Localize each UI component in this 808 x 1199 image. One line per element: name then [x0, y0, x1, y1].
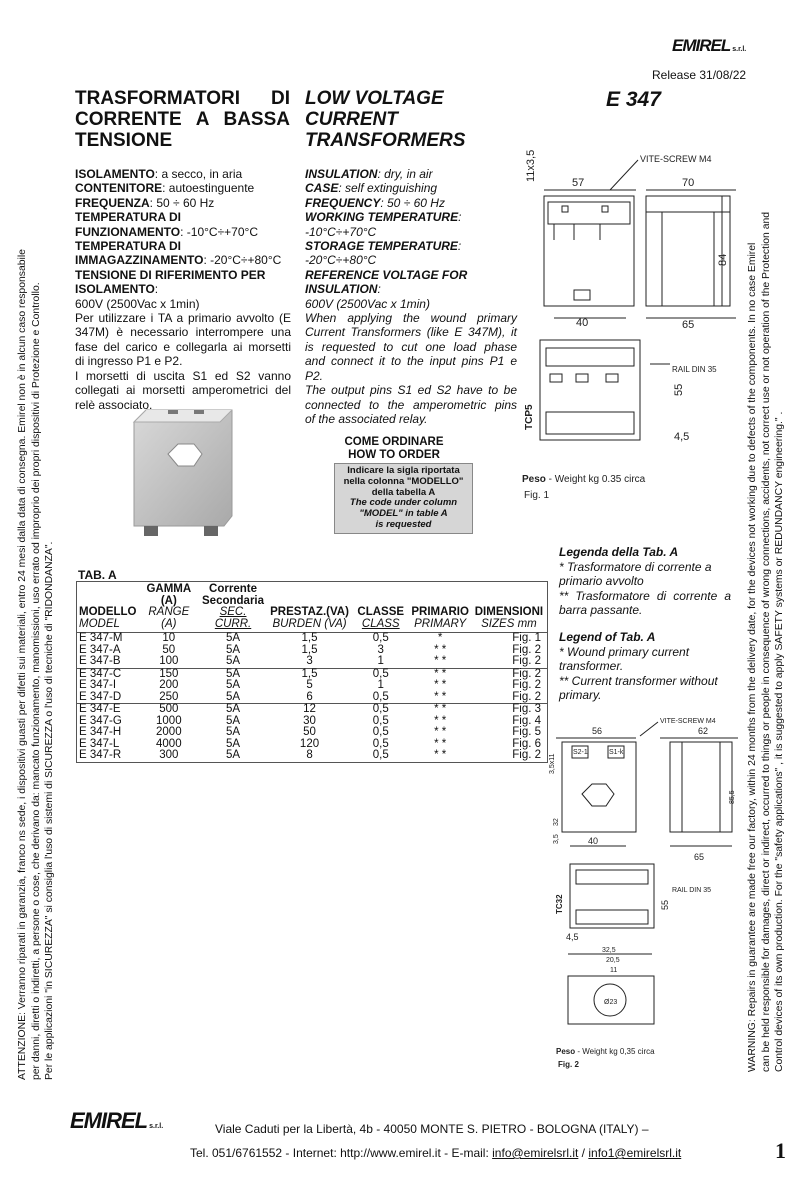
fig2-dim-35: 3,5 [553, 834, 560, 844]
table-cell: Fig. 4 [512, 714, 541, 727]
fig2-dim-205: 20,5 [606, 957, 620, 964]
table-cell: E 347-C [79, 667, 122, 680]
footer-logo-text: EMIREL [70, 1108, 148, 1133]
figure-1-drawing [510, 150, 742, 508]
table-header-cell [199, 582, 267, 633]
table-row [77, 727, 548, 739]
spec-label: INSULATION [305, 167, 378, 181]
side-warning-line: can be held responsible for damages, direct or indirect, occurred to things or people in consequence of wrong connections, accidents, not correct use or not operation of the Protection and [760, 211, 772, 1072]
header-it: DIMENSIONI [474, 606, 544, 618]
table-cell: 12 [303, 703, 316, 715]
table-cell: 500 [159, 703, 179, 715]
spec-label: TEMPERATURA DI [75, 210, 181, 225]
side-warning-line: ATTENZIONE: Verranno riparati in garanzia, franco ns sede, i dispositivi guasti per difetti sui materiali, entro 24 mesi dalla data di consegna. Emirel non è in alcun caso responsabile [17, 249, 28, 1080]
header-en: SEC. CURR. [214, 606, 252, 630]
product-photo [128, 408, 240, 540]
title-it-line: TENSIONE [75, 130, 173, 151]
order-box-line: Indicare la sigla riportata [347, 465, 460, 476]
legend-line: ** Current transformer without [559, 673, 718, 688]
fig2-dim-32: 32 [553, 818, 560, 826]
fig2-tc-label: TC32 [555, 894, 564, 914]
spec-value: 600V (2500Vac x 1min) [75, 296, 200, 311]
figure-2-drawing [548, 714, 744, 1074]
spec-value: : 50 ÷ 60 Hz [149, 195, 215, 210]
table-cell: 50 [303, 726, 316, 738]
table-cell: 2000 [156, 726, 182, 738]
table-cell: E 347-G [79, 714, 122, 727]
table-cell: Fig. 2 [512, 655, 541, 667]
fig2-dim-855: 85,5 [729, 790, 736, 804]
table-cell: * * [434, 703, 447, 715]
order-box [334, 463, 473, 534]
side-warning-english [746, 122, 787, 1072]
table-cell: 1,5 [301, 667, 318, 680]
product-code: E 347 [606, 88, 661, 111]
fig2-dim-40: 40 [588, 836, 599, 846]
table-cell: 4000 [156, 737, 182, 750]
table-cell: 6 [306, 690, 313, 703]
fig2-dim-65: 65 [694, 852, 705, 862]
note-line: 347M) è necessario interrompere una [75, 325, 291, 340]
note-line: fase del carico e collegarla ai morsetti [75, 339, 291, 354]
spec-value: -20°C÷+80°C [305, 253, 377, 268]
fig1-dim-70: 70 [682, 177, 695, 189]
legend-title: Legend of Tab. A [559, 630, 656, 644]
table-header-cell [409, 582, 471, 633]
table-cell: * * [434, 690, 447, 703]
table-cell: 300 [159, 749, 179, 761]
table-cell: 5A [225, 749, 241, 761]
side-warning-italian [16, 160, 57, 1080]
table-cell: 120 [299, 737, 320, 750]
header-en: CLASS [361, 617, 400, 630]
header-en: MODEL [79, 617, 120, 630]
table-cell: E 347-I [79, 679, 117, 691]
note-line: When applying the wound primary [305, 311, 517, 326]
side-warning-line: Control devices of its own production. For the "safety applications" , it is suggested to apply SAFETY systems or REDUNDANCY engineering." . [774, 411, 786, 1072]
header-it: PRESTAZ.(VA) [270, 606, 349, 618]
table-cell: * [437, 632, 443, 644]
table-a [76, 581, 548, 763]
order-box-line: is requested [375, 518, 432, 530]
email-link-2[interactable]: info1@emirelsrl.it [588, 1146, 682, 1160]
spec-label: ISOLAMENTO [75, 282, 155, 297]
table-cell: 50 [162, 643, 176, 656]
spec-label: FREQUENZA [75, 195, 150, 210]
footer-contact-prefix: Tel. 051/6761552 - Internet: http://www.emirel.it - E-mail: [190, 1146, 493, 1160]
note-en [305, 311, 517, 426]
spec-value: : a secco, in aria [154, 167, 243, 181]
fig1-dim-65: 65 [682, 319, 695, 331]
note-it [75, 311, 291, 412]
table-cell: 5A [225, 690, 241, 703]
order-box-line: della tabella A [371, 486, 436, 498]
legend-line: * Trasformatore di corrente a [559, 559, 712, 574]
note-line: di ingresso P1 e P2. [75, 354, 183, 369]
table-cell: * * [434, 655, 447, 667]
title-en-line: LOW VOLTAGE [305, 88, 444, 109]
table-cell: 5A [225, 667, 241, 680]
order-box-line: nella colonna "MODELLO" [343, 475, 464, 487]
spec-label: STORAGE TEMPERATURE [305, 239, 458, 254]
title-en-line: CURRENT [305, 109, 398, 130]
side-warning-line: WARNING: Repairs in guarantee are made free our factory, within 24 months from the delivery date, for the devices not working due to defects of the components. In no case Emirel [747, 242, 758, 1072]
spec-label: FREQUENCY [305, 195, 381, 210]
fig2-dim-11: 11 [610, 967, 618, 974]
table-cell: Fig. 2 [512, 667, 541, 680]
table-cell: Fig. 3 [512, 703, 541, 715]
legend-line: transformer. [559, 659, 624, 673]
fig2-weight: - Weight kg 0,35 circa [575, 1047, 655, 1056]
release-date: Release 31/08/22 [652, 68, 747, 82]
spec-label: TEMPERATURA DI [75, 239, 181, 254]
spec-label: WORKING TEMPERATURE [305, 210, 459, 225]
header-it: MODELLO [79, 606, 137, 618]
logo-text: EMIREL [672, 36, 731, 55]
svg-text:Peso - Weight kg 0.35 circa [522, 474, 646, 485]
table-row [77, 704, 548, 716]
table-cell: 3 [306, 655, 313, 667]
header-en: RANGE (A) [148, 606, 190, 630]
table-cell: Fig. 5 [512, 726, 541, 738]
fig1-peso-label: Peso [522, 474, 546, 485]
note-line: I morsetti di uscita S1 ed S2 vanno [75, 368, 291, 383]
spec-value: : -20°C÷+80°C [203, 253, 282, 268]
table-row [77, 633, 548, 645]
fig1-dim-57: 57 [572, 177, 585, 189]
table-cell: * * [434, 679, 447, 691]
table-cell: * * [434, 726, 447, 738]
specs-italian [75, 167, 291, 412]
spec-value: : dry, in air [377, 167, 433, 181]
table-cell: 250 [159, 690, 179, 703]
legend-line: ** Trasformatore di corrente a [559, 588, 731, 603]
table-cell: E 347-R [79, 749, 122, 761]
side-warning-line: Per le applicazioni "in SICUREZZA" si consiglia l'uso di sistemi di SICUREZZA o l'uso di tecniche di "RIDONDANZA". [44, 541, 56, 1080]
table-cell: 3 [377, 643, 384, 656]
table-cell: 8 [306, 749, 313, 761]
table-label: TAB. A [78, 568, 117, 582]
side-warning-line: per danni, diretti o indiretti, a persone o cose, che derivano da: mancato funzionamento, manomissioni, uso errato od improprio dei propri dispositivi di Protezione e Controllo. [30, 282, 42, 1080]
table-cell: E 347-E [79, 703, 121, 715]
fig1-dim-45: 4,5 [674, 431, 690, 443]
specs-english: INSULATION: dry, in air CASE: self extinguishing FREQUENCY: 50 ÷ 60 Hz WORKING TEMPERATURE: -10°C÷+70°C STORAGE TEMPERATURE: -20°C÷+80°C REFERENCE VOLTAGE FOR INSULATION: 600V (2500Vac x 1min) When applying the wound primary Current Transformers (like E 347M), it is requested to cut one load phase and connect it to the input pins P1 e P2. The output pins S1 ed S2 have to be connected to the amperometric pins of the associated relay. [305, 167, 517, 426]
header-it: Corrente Secondaria [202, 583, 265, 607]
title-it-line: CORRENTE A BASSA [75, 109, 290, 130]
fig1-dim-40: 40 [576, 317, 589, 329]
table-cell: * * [434, 737, 447, 750]
table-cell: 5A [225, 737, 241, 750]
table-header-cell [139, 582, 200, 633]
note-line: collegati ai morsetti amperometrici del [75, 383, 291, 398]
table-cell: 5 [306, 679, 313, 691]
title-english [305, 88, 505, 151]
title-it-line: TRASFORMATORI DI [75, 88, 290, 109]
table-cell: 0,5 [372, 737, 389, 750]
order-box-line: The code under column [349, 497, 458, 509]
table-cell: Fig. 1 [512, 632, 541, 644]
table-cell: 1000 [156, 714, 182, 727]
table-cell: 1,5 [301, 643, 318, 656]
table-cell: 5A [225, 726, 241, 738]
table-header-row [77, 582, 548, 633]
table-cell: 1,5 [301, 632, 318, 644]
fig1-screw-label: VITE-SCREW M4 [640, 154, 712, 164]
page-number: 1 [775, 1138, 786, 1163]
legend-line: * Wound primary current [559, 644, 690, 659]
order-title-en: HOW TO ORDER [348, 449, 440, 461]
fig1-dim-55: 55 [673, 383, 685, 396]
table-cell: 100 [159, 655, 179, 667]
table-cell: 1 [377, 655, 384, 667]
table-cell: 5A [225, 703, 241, 715]
title-en-line: TRANSFORMERS [305, 130, 466, 151]
footer-sep: / [578, 1146, 589, 1160]
spec-value: : -10°C÷+70°C [180, 224, 258, 239]
table-cell: Fig. 2 [512, 749, 541, 761]
note-line: of the associated relay. [305, 411, 428, 426]
footer-address: Viale Caduti per la Libertà, 4b - 40050 MONTE S. PIETRO - BOLOGNA (ITALY) – [215, 1122, 649, 1136]
table-cell: Fig. 2 [512, 643, 541, 656]
table-cell: * * [434, 667, 447, 680]
email-link-1[interactable]: info@emirelsrl.it [492, 1146, 579, 1160]
table-row [77, 692, 548, 704]
table-cell: 0,5 [372, 726, 389, 738]
order-title [343, 436, 445, 462]
fig2-dim-56: 56 [592, 726, 603, 736]
header-en: PRIMARY [414, 617, 467, 630]
fig2-dim-45: 4,5 [566, 932, 579, 942]
legend-line: primario avvolto [559, 574, 644, 588]
spec-label: FUNZIONAMENTO [75, 224, 181, 239]
table-cell: * * [434, 714, 447, 727]
header-it: GAMMA (A) [146, 583, 192, 607]
title-italian [75, 88, 290, 151]
table-cell: 150 [159, 667, 179, 680]
spec-value: : 50 ÷ 60 Hz [380, 195, 445, 210]
fig2-screw-label: VITE-SCREW M4 [660, 718, 716, 725]
table-cell: 5A [225, 643, 241, 656]
footer-logo-suffix: s.r.l. [149, 1123, 164, 1130]
legend-line: barra passante. [559, 603, 643, 617]
fig2-dim-top: 3,5x11 [549, 753, 556, 774]
legend-english [559, 630, 731, 703]
spec-value: 600V (2500Vac x 1min) [305, 296, 430, 311]
fig1-weight: - Weight kg 0.35 circa [545, 474, 646, 485]
table-cell: 10 [162, 632, 176, 644]
table-header-cell [267, 582, 352, 633]
table-header-cell [471, 582, 548, 633]
note-line: Current Transformers (like E 347M), it [305, 325, 517, 340]
note-line: is requested to cut one load phase [305, 339, 517, 354]
header-logo [672, 36, 746, 56]
header-en: BURDEN (VA) [272, 617, 347, 630]
spec-value: : autoestinguente [162, 181, 255, 196]
legend-title: Legenda della Tab. A [559, 545, 679, 559]
note-line: The output pins S1 ed S2 have to be [305, 383, 517, 398]
table-header-cell [77, 582, 139, 633]
note-line: P2. [305, 368, 324, 383]
spec-label: CASE [305, 181, 339, 196]
fig1-caption: Fig. 1 [524, 490, 550, 501]
order-title-it: COME ORDINARE [344, 436, 444, 448]
spec-label: TENSIONE DI RIFERIMENTO PER [75, 267, 266, 282]
table-cell: E 347-L [79, 737, 120, 750]
table-cell: Fig. 6 [512, 737, 541, 750]
spec-label: INSULATION [305, 282, 378, 297]
table-cell: 0,5 [372, 690, 389, 703]
table-cell: 1 [377, 679, 384, 691]
table-cell: 0,5 [372, 667, 389, 680]
table-cell: * * [434, 749, 447, 761]
table-cell: 5A [225, 714, 241, 727]
order-box-line: "MODEL" in table A [359, 508, 448, 520]
fig1-tc-label: TCP5 [524, 404, 535, 430]
logo-suffix: s.r.l. [732, 46, 747, 53]
table-cell: E 347-D [79, 690, 122, 703]
note-line: and connect it to the input pins P1 e [305, 354, 517, 369]
fig1-rail-label: RAIL DIN 35 [672, 365, 717, 374]
spec-value: : self extinguishing [338, 181, 438, 196]
spec-label: REFERENCE VOLTAGE FOR [305, 267, 468, 282]
fig2-dim-diameter: Ø23 [604, 999, 618, 1006]
spec-label: ISOLAMENTO [75, 167, 155, 181]
table-cell: E 347-B [79, 655, 121, 667]
fig2-dim-62: 62 [698, 726, 709, 736]
table-header-cell [352, 582, 409, 633]
table-cell: Fig. 2 [512, 690, 541, 703]
spec-label: IMMAGAZZINAMENTO [75, 253, 204, 268]
footer-logo [70, 1108, 163, 1134]
table-row [77, 680, 548, 692]
header-en: SIZES mm [481, 617, 537, 630]
table-row [77, 656, 548, 668]
note-line: Per utilizzare i TA a primario avvolto (E [75, 311, 291, 326]
footer-contacts [190, 1146, 681, 1160]
table-cell: Fig. 2 [512, 679, 541, 691]
table-cell: 0,5 [372, 714, 389, 727]
table-cell: 5A [225, 655, 241, 667]
table-cell: E 347-H [79, 726, 122, 738]
fig2-peso-label: Peso [556, 1047, 576, 1056]
table-cell: 5A [225, 679, 241, 691]
table-cell: 30 [303, 714, 316, 727]
fig2-dim-325: 32,5 [602, 947, 616, 954]
spec-label: CONTENITORE [75, 181, 163, 196]
svg-text:Peso - Weight kg 0,35 circa [556, 1047, 655, 1056]
note-line: connected to the amperometric pins [305, 397, 517, 412]
spec-value: : [154, 282, 159, 297]
fig2-rail-label: RAIL DIN 35 [672, 887, 712, 894]
fig1-dim-top: 11x3,5 [525, 150, 537, 182]
fig1-dim-84: 84 [717, 253, 729, 266]
legend-italian [559, 545, 731, 618]
fig2-dim-55: 55 [660, 899, 670, 910]
table-cell: 0,5 [372, 632, 389, 644]
table-row [77, 750, 548, 762]
table-cell: E 347-A [79, 643, 121, 656]
note-line: relè associato. [75, 397, 153, 412]
table-cell: * * [434, 643, 447, 656]
fig2-caption: Fig. 2 [558, 1060, 579, 1069]
fig2-s-label: S2-1 [573, 749, 588, 756]
legend-line: primary. [559, 688, 602, 702]
table-cell: E 347-M [79, 632, 123, 644]
header-it: PRIMARIO [411, 606, 469, 618]
fig2-s-label: S1-k [609, 749, 624, 756]
spec-value: -10°C÷+70°C [305, 224, 377, 239]
header-it: CLASSE [357, 606, 405, 618]
table-cell: 0,5 [372, 703, 389, 715]
table-cell: 5A [225, 632, 241, 644]
table-cell: 0,5 [372, 749, 389, 761]
table-cell: 200 [159, 679, 179, 691]
